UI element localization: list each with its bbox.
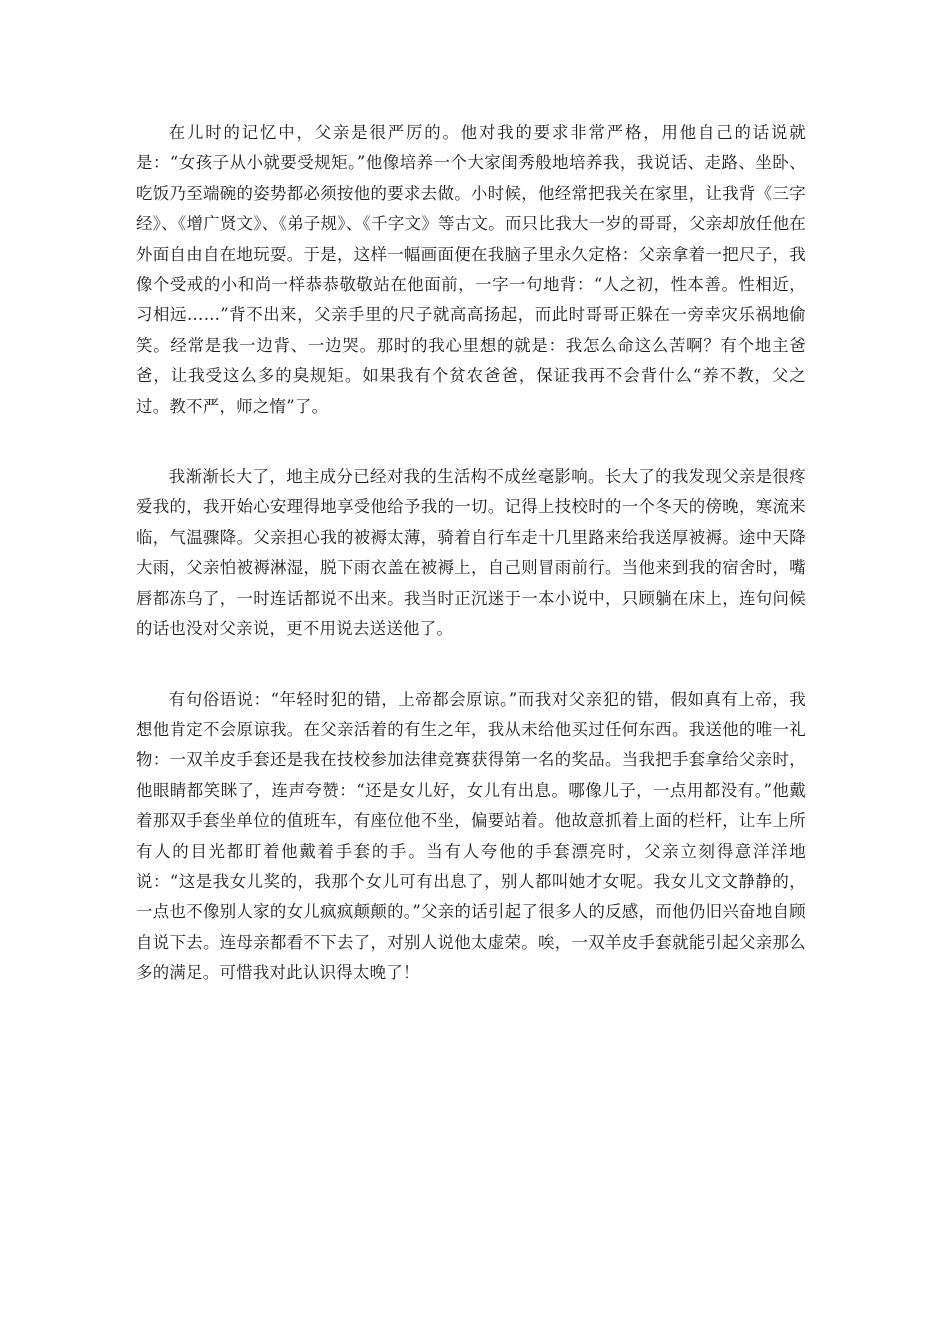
- paragraph-2: 我渐渐长大了，地主成分已经对我的生活构不成丝毫影响。长大了的我发现父亲是很疼爱我的，我开始心安理得地享受他给予我的一切。记得上技校时的一个冬天的傍晚，寒流来临，气温骤降。父亲担心我的被褥太薄，骑着自行车走十几里路来给我送厚被褥。途中天降大雨，父亲怕被褥淋湿，脱下雨衣盖在被褥上，自己则冒雨前行。当他来到我的宿舍时，嘴唇都冻乌了，一时连话都说不出来。我当时正沉迷于一本小说中，只顾躺在床上，连句问候的话也没对父亲说，更不用说去送送他了。: [136, 467, 806, 639]
- paragraph-1: 在儿时的记忆中，父亲是很严厉的。他对我的要求非常严格，用他自己的话说就是：“女孩子从小就要受规矩。”他像培养一个大家闺秀般地培养我，我说话、走路、坐卧、吃饭乃至端碗的姿势都必须按他的要求去做。小时候，他经常把我关在家里，让我背《三字经》、《增广贤文》、《弟子规》、《千字文》等古文。而只比我大一岁的哥哥，父亲却放任他在外面自由自在地玩耍。于是，这样一幅画面便在我脑子里永久定格：父亲拿着一把尺子，我像个受戒的小和尚一样恭恭敬敬站在他面前，一字一句地背：“人之初，性本善。性相近，习相远……”背不出来，父亲手里的尺子就高高扬起，而此时哥哥正躲在一旁幸灾乐祸地偷笑。经常是我一边背、一边哭。那时的我心里想的就是：我怎么命这么苦啊？有个地主爸爸，让我受这么多的臭规矩。如果我有个贫农爸爸，保证我再不会背什么“养不教，父之过。教不严，师之惰”了。: [136, 123, 806, 416]
- paragraph-3: 有句俗语说：“年轻时犯的错，上帝都会原谅。”而我对父亲犯的错，假如真有上帝，我想他肯定不会原谅我。在父亲活着的有生之年，我从未给他买过任何东西。我送他的唯一礼物：一双羊皮手套还是我在技校参加法律竞赛获得第一名的奖品。当我把手套拿给父亲时，他眼睛都笑眯了，连声夸赞：“还是女儿好，女儿有出息。哪像儿子，一点用都没有。”他戴着那双手套坐单位的值班车，有座位他不坐，偏要站着。他故意抓着上面的栏杆，让车上所有人的目光都盯着他戴着手套的手。当有人夸他的手套漂亮时，父亲立刻得意洋洋地说：“这是我女儿奖的，我那个女儿可有出息了，别人都叫她才女呢。我女儿文文静静的，一点也不像别人家的女儿疯疯颠颠的。”父亲的话引起了很多人的反感，而他仍旧兴奋地自顾自说下去。连母亲都看不下去了，对别人说他太虚荣。唉，一双羊皮手套就能引起父亲那么多的满足。可惜我对此认识得太晚了！: [136, 689, 806, 983]
- document-body: [136, 118, 806, 1029]
